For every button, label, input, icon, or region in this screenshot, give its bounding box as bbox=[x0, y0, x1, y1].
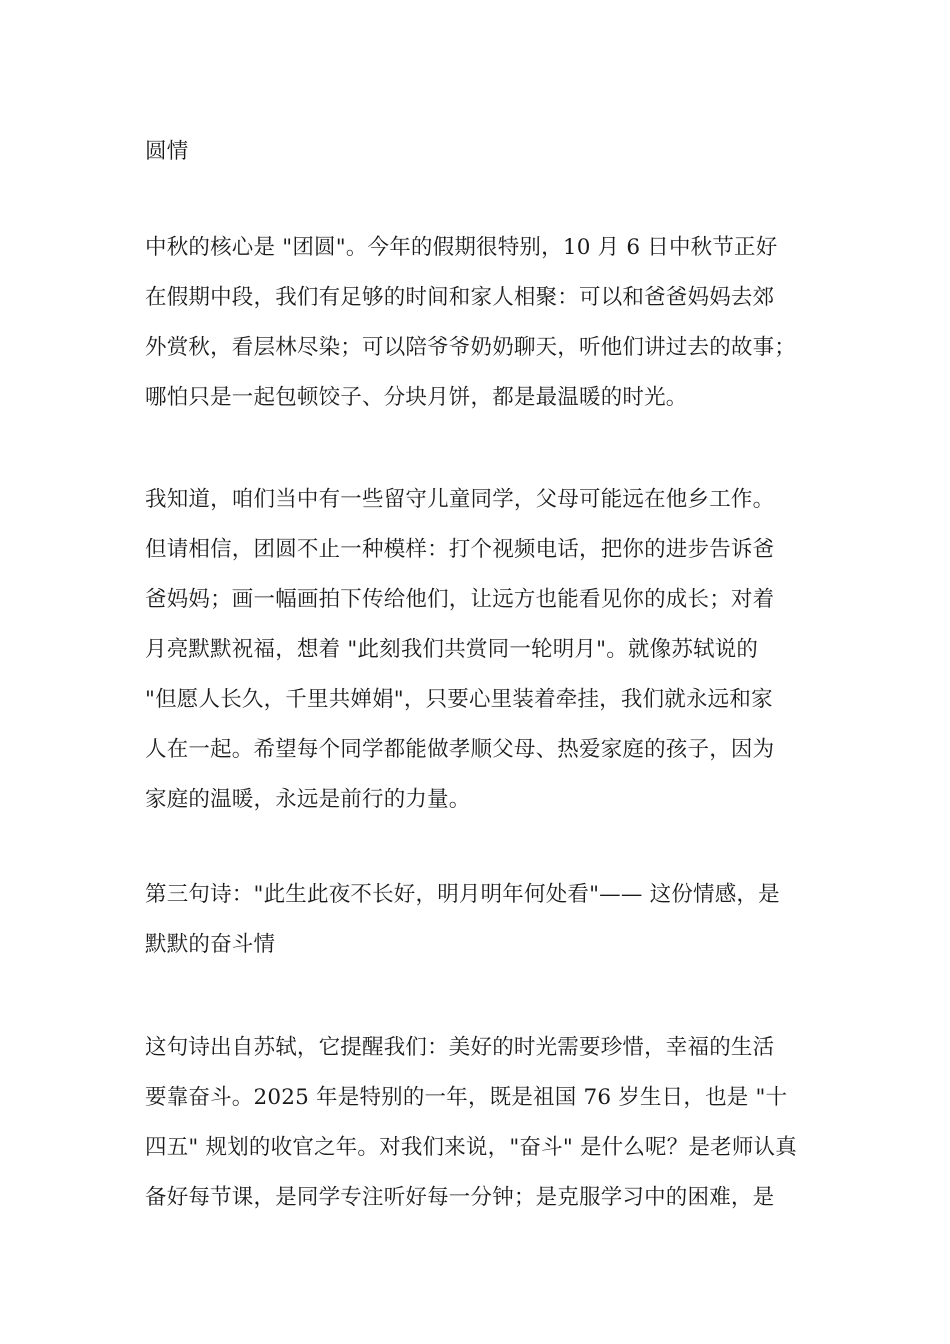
text-line: 人在一起。希望每个同学都能做孝顺父母、热爱家庭的孩子，因为 bbox=[145, 737, 775, 762]
text-line: 月亮默默祝福，想着 "此刻我们共赏同一轮明月"。就像苏轼说的 bbox=[145, 637, 759, 662]
text-line: 四五" 规划的收官之年。对我们来说，"奋斗" 是什么呢？是老师认真 bbox=[145, 1135, 797, 1160]
text-line: 默默的奋斗情 bbox=[145, 932, 276, 957]
text-line: 在假期中段，我们有足够的时间和家人相聚：可以和爸爸妈妈去郊 bbox=[145, 285, 775, 310]
text-line: 备好每节课，是同学专注听好每一分钟；是克服学习中的困难，是 bbox=[145, 1185, 775, 1210]
paragraph-family-reunion bbox=[145, 236, 815, 436]
text-line: 中秋的核心是 "团圆"。今年的假期很特别，10 月 6 日中秋节正好 bbox=[145, 235, 778, 260]
text-line: 这句诗出自苏轼，它提醒我们：美好的时光需要珍惜，幸福的生活 bbox=[145, 1035, 775, 1060]
text-line: 爸妈妈；画一幅画拍下传给他们，让远方也能看见你的成长；对着 bbox=[145, 587, 775, 612]
paragraph-striving bbox=[145, 1036, 815, 1236]
text-line: 家庭的温暖，永远是前行的力量。 bbox=[145, 787, 471, 812]
text-line: 我知道，咱们当中有一些留守儿童同学，父母可能远在他乡工作。 bbox=[145, 487, 775, 512]
text-line: 外赏秋，看层林尽染；可以陪爷爷奶奶聊天，听他们讲过去的故事； bbox=[145, 335, 797, 360]
section-heading-third-verse bbox=[145, 883, 815, 983]
heading-line: 圆情 bbox=[145, 139, 189, 164]
heading-fragment bbox=[145, 140, 815, 190]
paragraph-left-behind-children bbox=[145, 488, 815, 838]
text-line: 要靠奋斗。2025 年是特别的一年，既是祖国 76 岁生日，也是 "十 bbox=[145, 1085, 788, 1110]
text-line: "但愿人长久，千里共婵娟"，只要心里装着牵挂，我们就永远和家 bbox=[145, 687, 773, 712]
text-line: 但请相信，团圆不止一种模样：打个视频电话，把你的进步告诉爸 bbox=[145, 537, 775, 562]
text-line: 第三句诗："此生此夜不长好，明月明年何处看"—— 这份情感，是 bbox=[145, 882, 780, 907]
text-line: 哪怕只是一起包顿饺子、分块月饼，都是最温暖的时光。 bbox=[145, 385, 688, 410]
